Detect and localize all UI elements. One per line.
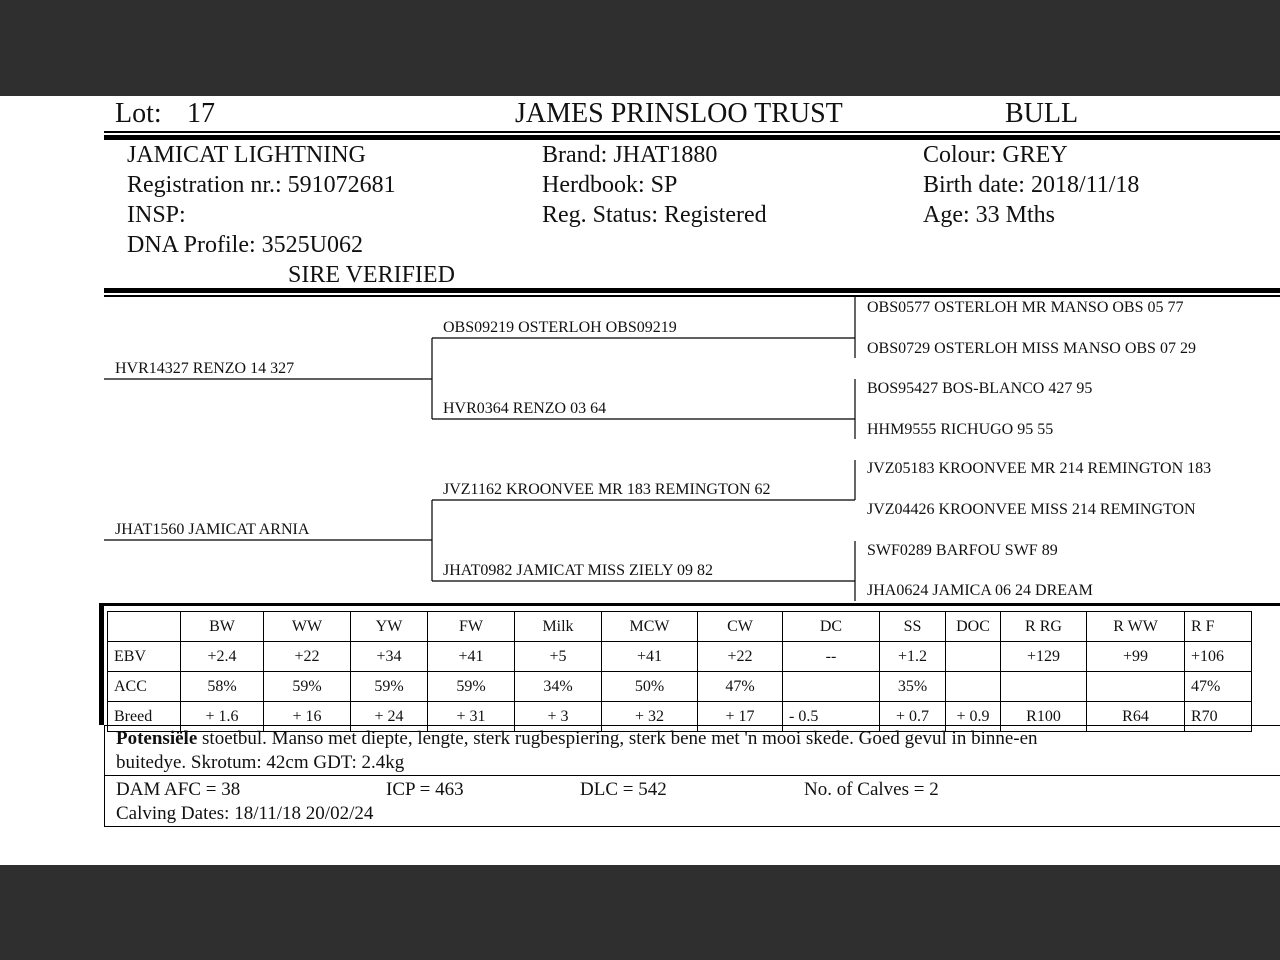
header-cell	[108, 612, 181, 642]
header-cell: MCW	[602, 612, 698, 642]
header-cell: DOC	[946, 612, 1001, 642]
table-cell: + 0.7	[880, 702, 946, 732]
dlc: DLC = 542	[580, 779, 667, 800]
table-cell	[1001, 672, 1087, 702]
sire-verified: SIRE VERIFIED	[288, 262, 455, 288]
seller-name: JAMES PRINSLOO TRUST	[515, 98, 843, 129]
table-cell: + 32	[602, 702, 698, 732]
table-cell	[946, 672, 1001, 702]
ebv-table	[107, 611, 1252, 732]
table-cell: +22	[698, 642, 783, 672]
header-cell: YW	[351, 612, 428, 642]
registration-nr: Registration nr.: 591072681	[127, 172, 396, 198]
table-cell: + 1.6	[181, 702, 264, 732]
table-row	[108, 702, 1252, 732]
great-grandparent: JVZ05183 KROONVEE MR 214 REMINGTON 183	[867, 460, 1212, 477]
catalogue-page	[0, 96, 1280, 865]
table-cell: 47%	[1185, 672, 1252, 702]
table-cell: R70	[1185, 702, 1252, 732]
dam-afc: DAM AFC = 38	[116, 779, 241, 800]
table-cell: 34%	[515, 672, 602, 702]
lot-number: 17	[187, 98, 215, 129]
table-cell: + 3	[515, 702, 602, 732]
insp: INSP:	[127, 202, 186, 228]
row-label: EBV	[108, 642, 181, 672]
table-cell: 58%	[181, 672, 264, 702]
table-cell: +41	[602, 642, 698, 672]
comments-label: Potensiële	[116, 728, 198, 749]
table-cell: +1.2	[880, 642, 946, 672]
header-cell: CW	[698, 612, 783, 642]
table-cell: + 17	[698, 702, 783, 732]
header-cell: DC	[783, 612, 880, 642]
table-cell: +5	[515, 642, 602, 672]
dna-profile: DNA Profile: 3525U062	[127, 232, 363, 258]
great-grandparent: OBS0729 OSTERLOH MISS MANSO OBS 07 29	[867, 340, 1196, 357]
table-cell: R64	[1087, 702, 1185, 732]
age: Age: 33 Mths	[923, 202, 1055, 228]
table-cell: +129	[1001, 642, 1087, 672]
table-cell: + 16	[264, 702, 351, 732]
comments-line-2: buitedye. Skrotum: 42cm GDT: 2.4kg	[116, 752, 405, 773]
header-cell: R F	[1185, 612, 1252, 642]
lot-label: Lot:	[115, 98, 162, 129]
birth-date: Birth date: 2018/11/18	[923, 172, 1140, 198]
brand: Brand: JHAT1880	[542, 142, 718, 168]
table-cell: 47%	[698, 672, 783, 702]
row-label: ACC	[108, 672, 181, 702]
dam-stats-top-rule	[104, 775, 1280, 776]
table-cell: R100	[1001, 702, 1087, 732]
table-cell	[1087, 672, 1185, 702]
table-cell: --	[783, 642, 880, 672]
comments-left-rule	[104, 725, 105, 827]
dam-sire: JVZ1162 KROONVEE MR 183 REMINGTON 62	[443, 481, 771, 498]
icp: ICP = 463	[386, 779, 464, 800]
comments-line-1	[116, 728, 1038, 750]
comments-text: stoetbul. Manso met diepte, lengte, sterk rugbespiering, sterk bene met 'n mooi skede. Goed gevul in binne-en	[197, 728, 1038, 749]
row-label: Breed	[108, 702, 181, 732]
table-left-rule	[99, 603, 104, 725]
header-cell: WW	[264, 612, 351, 642]
table-cell: + 31	[428, 702, 515, 732]
reg-status: Reg. Status: Registered	[542, 202, 767, 228]
table-cell: +106	[1185, 642, 1252, 672]
table-cell: +99	[1087, 642, 1185, 672]
table-cell: 59%	[264, 672, 351, 702]
dam-dam: JHAT0982 JAMICAT MISS ZIELY 09 82	[443, 562, 713, 579]
table-cell: 59%	[428, 672, 515, 702]
sire: HVR14327 RENZO 14 327	[115, 360, 295, 377]
header-cell: R WW	[1087, 612, 1185, 642]
sire-sire: OBS09219 OSTERLOH OBS09219	[443, 319, 677, 336]
table-cell: 35%	[880, 672, 946, 702]
animal-name: JAMICAT LIGHTNING	[127, 142, 366, 168]
comments-top-rule	[104, 725, 1280, 726]
header-cell: FW	[428, 612, 515, 642]
table-row	[108, 642, 1252, 672]
calving-dates: Calving Dates: 18/11/18 20/02/24	[116, 803, 374, 824]
table-row	[108, 672, 1252, 702]
table-cell: 50%	[602, 672, 698, 702]
dam-stats-bottom-rule	[104, 826, 1280, 827]
great-grandparent: BOS95427 BOS-BLANCO 427 95	[867, 380, 1093, 397]
header-cell: BW	[181, 612, 264, 642]
animal-sex: BULL	[1005, 98, 1079, 129]
table-cell: + 0.9	[946, 702, 1001, 732]
header-cell: SS	[880, 612, 946, 642]
table-cell: + 24	[351, 702, 428, 732]
table-cell	[946, 642, 1001, 672]
table-top-rule	[99, 603, 1280, 606]
dam: JHAT1560 JAMICAT ARNIA	[115, 521, 310, 538]
table-cell: - 0.5	[783, 702, 880, 732]
sire-dam: HVR0364 RENZO 03 64	[443, 400, 607, 417]
great-grandparent: HHM9555 RICHUGO 95 55	[867, 421, 1054, 438]
table-cell: +34	[351, 642, 428, 672]
no-of-calves: No. of Calves = 2	[804, 779, 939, 800]
table-cell: +22	[264, 642, 351, 672]
table-cell: +2.4	[181, 642, 264, 672]
herdbook: Herdbook: SP	[542, 172, 678, 198]
table-cell	[783, 672, 880, 702]
table-cell: 59%	[351, 672, 428, 702]
great-grandparent: OBS0577 OSTERLOH MR MANSO OBS 05 77	[867, 299, 1184, 316]
great-grandparent: SWF0289 BARFOU SWF 89	[867, 542, 1058, 559]
great-grandparent: JVZ04426 KROONVEE MISS 214 REMINGTON	[867, 501, 1196, 518]
header-cell: R RG	[1001, 612, 1087, 642]
colour: Colour: GREY	[923, 142, 1068, 168]
great-grandparent: JHA0624 JAMICA 06 24 DREAM	[867, 582, 1093, 599]
header-cell: Milk	[515, 612, 602, 642]
table-header-row	[108, 612, 1252, 642]
table-cell: +41	[428, 642, 515, 672]
